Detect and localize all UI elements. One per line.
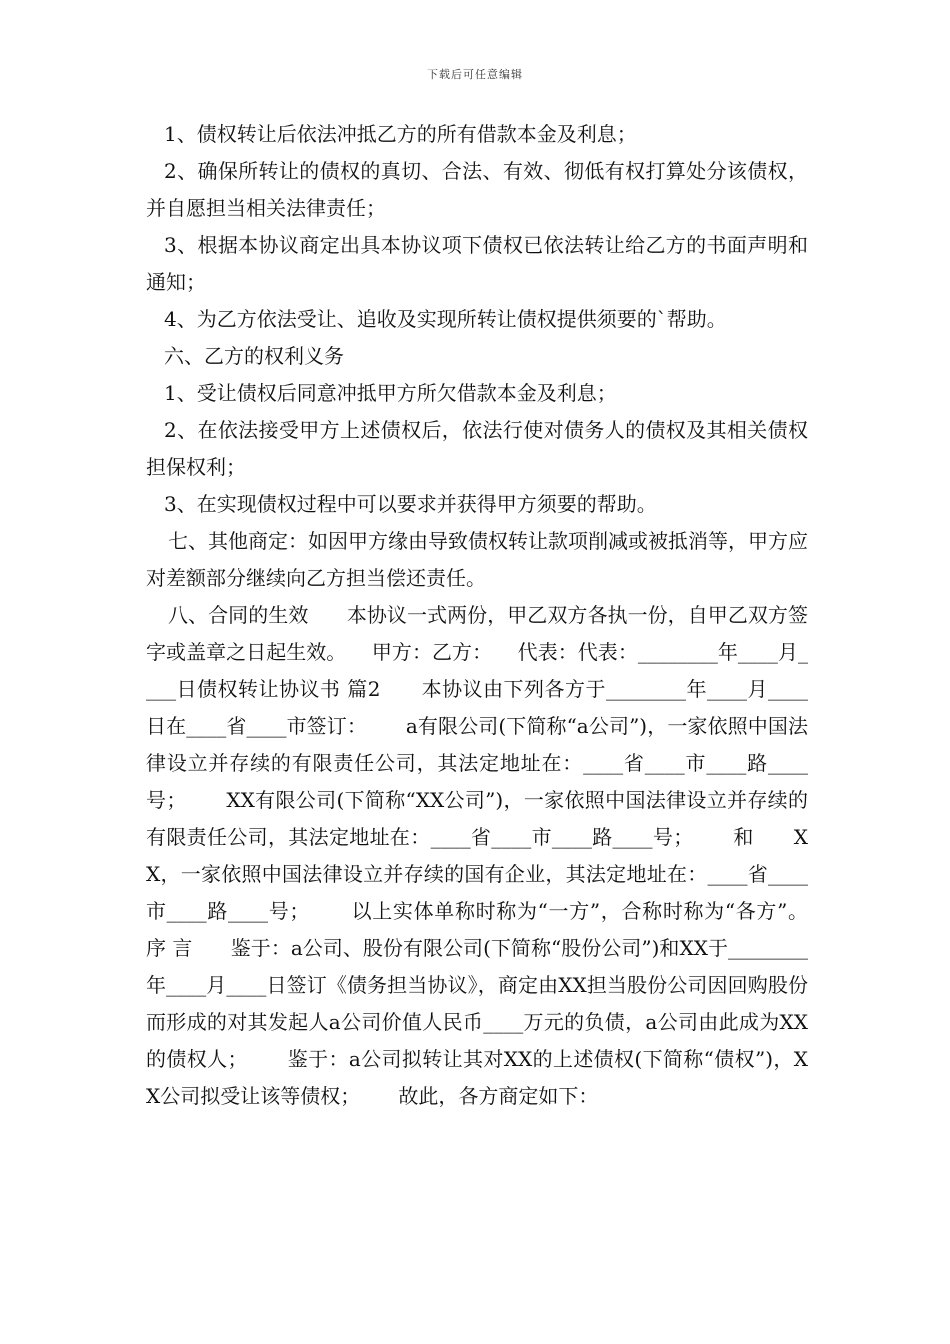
document-body xyxy=(146,116,847,1115)
paragraph-right-1: 1、受让债权后同意冲抵甲方所欠借款本金及利息； xyxy=(164,381,617,405)
paragraph-obligation-1: 1、债权转让后依法冲抵乙方的所有借款本金及利息； xyxy=(164,122,637,146)
section-heading-party-b-rights: 六、乙方的权利义务 xyxy=(164,344,344,368)
paragraph-right-3: 3、在实现债权过程中可以要求并获得甲方须要的帮助。 xyxy=(164,492,657,516)
paragraph-obligation-3: 3、根据本协议商定出具本协议项下债权已依法转让给乙方的书面声明和通知； xyxy=(146,233,808,294)
paragraph-obligation-2: 2、确保所转让的债权的真切、合法、有效、彻低有权打算处分该债权，并自愿担当相关法律责任； xyxy=(146,159,808,220)
paragraph-right-2: 2、在依法接受甲方上述债权后，依法行使对债务人的债权及其相关债权担保权利； xyxy=(146,418,808,479)
section-other-agreements: 七、其他商定：如因甲方缘由导致债权转让款项削减或被抵消等，甲方应对差额部分继续向乙方担当偿还责任。 xyxy=(146,529,808,590)
section-effectiveness-and-agreement-2: 八、合同的生效 本协议一式两份，甲乙双方各执一份，自甲乙双方签字或盖章之日起生效。 甲方：乙方： 代表：代表：________年____月____日债权转让协议书 篇2 本协议由下列各方于________年____月____日在____省____市签订： a有限公司(下简称“a公司”)，一家依照中国法律设立并存续的有限责任公司，其法定地址在：____省____市____路____号； XX有限公司(下简称“XX公司”)，一家依照中国法律设立并存续的有限责任公司，其法定地址在：____省____市____路____号； 和 XX，一家依照中国法律设立并存续的国有企业，其法定地址在：____省____市____路____号； 以上实体单称时称为“一方”，合称时称为“各方”。 序 言 鉴于：a公司、股份有限公司(下简称“股份公司”)和XX于________年____月____日签订《债务担当协议》，商定由XX担当股份公司因回购股份而形成的对其发起人a公司价值人民币____万元的负债，a公司由此成为XX的债权人； 鉴于：a公司拟转让其对XX的上述债权(下简称“债权”)，XX公司拟受让该等债权； 故此，各方商定如下： xyxy=(146,603,847,1108)
page-header: 下载后可任意编辑 xyxy=(427,68,523,81)
paragraph-obligation-4: 4、为乙方依法受让、追收及实现所转让债权提供须要的`帮助。 xyxy=(164,307,727,331)
